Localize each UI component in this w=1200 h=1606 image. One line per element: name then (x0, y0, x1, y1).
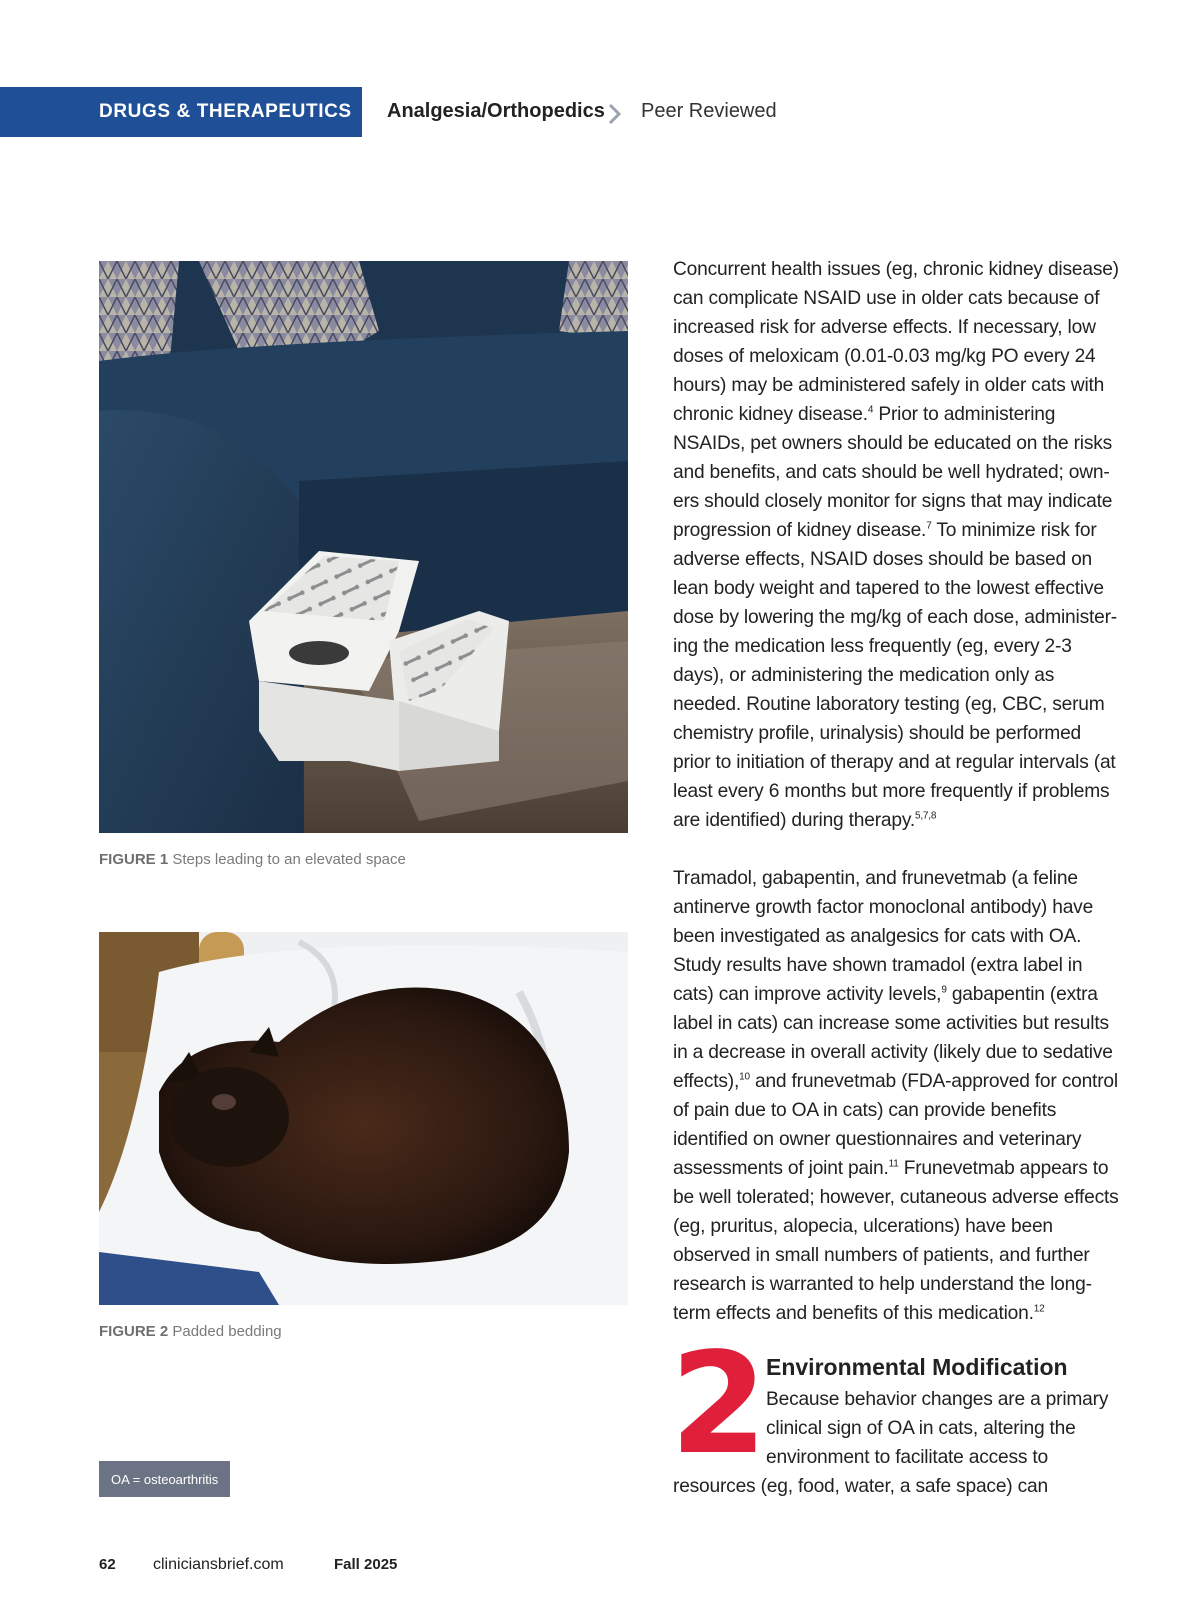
footer-site: cliniciansbrief.com (153, 1556, 284, 1573)
figure-1-label: FIGURE 1 (99, 851, 169, 868)
citation-superscript: 5,7,8 (914, 810, 937, 822)
body-paragraph-2 (673, 864, 1123, 1328)
figure-1-caption-text: Steps leading to an elevated space (172, 851, 406, 868)
section-banner: DRUGS & THERAPEUTICS (0, 87, 362, 137)
citation-superscript: 12 (1033, 1303, 1045, 1315)
page-number: 62 (99, 1556, 116, 1573)
abbreviation-box: OA = osteoarthritis (99, 1461, 230, 1497)
section-text-continued: resources (eg, food, water, a safe space) can (673, 1476, 1048, 1497)
citation-superscript: 4 (867, 404, 874, 416)
text-run: Prior to administering NSAIDs, pet owners should be educated on the risks and benefits, and cats should be well hydrated; owners should closely monitor for signs that may indicate progression of kidney disease. (673, 404, 1113, 541)
text-run: To minimize risk for adverse effects, NSAID doses should be based on lean body weight and tapered to the lowest effective dose by lowering the mg/kg of each dose, administering the medication less frequently (eg, every 2-3 days), or administering the medication only as needed. Routine laboratory testing (eg, CBC, serum chemistry profile, urinalysis) should be performed prior to initiation of therapy and at regular intervals (at least every 6 months but more frequently if problems are identified) during therapy. (673, 520, 1118, 831)
section-heading: Environmental Modification (766, 1354, 1068, 1380)
footer-issue: Fall 2025 (334, 1556, 398, 1573)
figure-2-image (99, 932, 628, 1305)
figure-2-label: FIGURE 2 (99, 1323, 169, 1340)
citation-superscript: 7 (926, 520, 932, 532)
citation-superscript: 11 (888, 1158, 899, 1170)
section-text: Because behavior changes are a primary clinical sign of OA in cats, altering the environment to facilitate access to (766, 1389, 1109, 1468)
text-run: Tramadol, gabapentin, and frunevetmab (a feline antinerve growth factor monoclonal antibody) have been investigated as analgesics for cats with OA. Study results have shown tramadol (extra label in cats) can improve activity levels, (673, 868, 1094, 1005)
citation-superscript: 10 (739, 1071, 750, 1083)
breadcrumb-category: Analgesia/Orthopedics (387, 100, 605, 122)
figure-2-caption-text: Padded bedding (172, 1323, 282, 1340)
figure-1-caption (99, 851, 406, 868)
citation-superscript: 9 (941, 984, 947, 996)
text-run: Concurrent health issues (eg, chronic kidney disease) can complicate NSAID use in older cats because of increased risk for adverse effects. If necessary, low doses of meloxicam (0.01-0.03 mg/kg PO every 24 hours) may be administered safely in older cats with chronic kidney disease. (673, 259, 1119, 425)
figure-1-image (99, 261, 628, 833)
text-run: Frunevetmab appears to be well tolerated; however, cutaneous adverse effects (eg, pruritus, alopecia, ulcerations) have been observed in small numbers of patients, and further research is warranted to help understand the long-term effects and benefits of this medication. (673, 1158, 1119, 1324)
chevron-right-icon (604, 101, 626, 127)
figure-2-caption (99, 1323, 282, 1340)
section-number-dropcap: 2 (670, 1323, 768, 1486)
text-run: and frunevetmab (FDA-approved for control of pain due to OA in cats) can provide benefits identified on owner questionnaires and veterinary assessments of joint pain. (673, 1071, 1118, 1179)
text-run: gabapentin (extra label in cats) can increase some activities but results in a decrease in overall activity (likely due to sedative effects), (673, 984, 1113, 1092)
body-paragraph-1 (673, 255, 1123, 835)
breadcrumb-review-status: Peer Reviewed (641, 100, 777, 122)
